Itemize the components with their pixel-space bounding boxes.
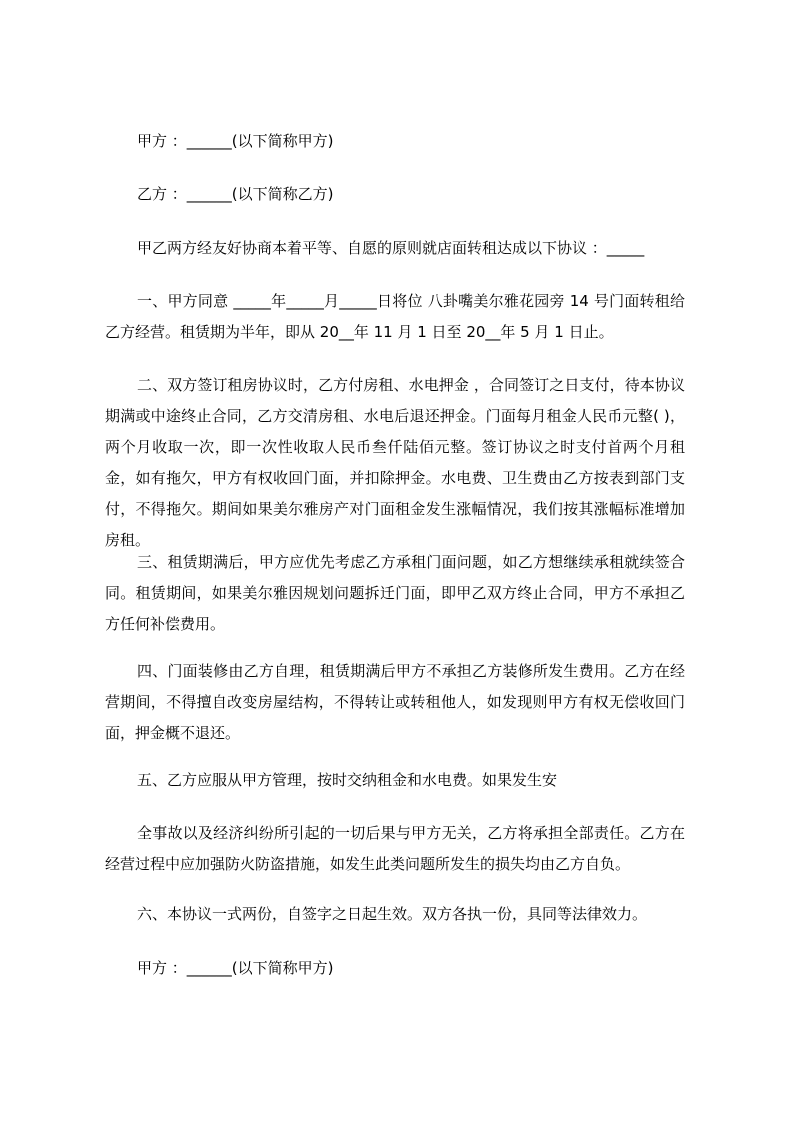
clause-1: 一、甲方同意 _____年_____月_____日将位 八卦嘴美尔雅花园旁 14 号门面转租给乙方经营。租赁期为半年，即从 20__年 11 月 1 日至 20__年 5 月 1 日止。 xyxy=(105,292,685,341)
clause-4: 四、门面装修由乙方自理，租赁期满后甲方不承担乙方装修所发生费用。乙方在经营期间，不得擅自改变房屋结构，不得转让或转租他人，如发现则甲方有权无偿收回门面，押金概不退还。 xyxy=(105,662,685,742)
party-a-signature-line: 甲方 ：______(以下简称甲方) xyxy=(137,959,334,977)
clause-2: 二、双方签订租房协议时，乙方付房租、水电押金 ，合同签订之日支付，待本协议期满或中途终止合同，乙方交清房租、水电后退还押金。门面每月租金人民币元整( )，两个月收取一次，即一次性收取人民币叁仟陆佰元整。签订协议之时支付首两个月租金，如有拖欠，甲方有权收回门面，并扣除押金。水电费、卫生费由乙方按表到部门支付，不得拖欠。期间如果美尔雅房产对门面租金发生涨幅情况，我们按其涨幅标准增加房租。 xyxy=(105,376,685,549)
party-b-line: 乙方 ：______(以下简称乙方) xyxy=(137,185,334,203)
clause-3: 三、租赁期满后，甲方应优先考虑乙方承租门面问题，如乙方想继续承租就续签合同。租赁期间，如果美尔雅因规划问题拆迁门面，即甲乙双方终止合同，甲方不承担乙方任何补偿费用。 xyxy=(105,553,685,633)
clause-6: 六、本协议一式两份，自签字之日起生效。双方各执一份，具同等法律效力。 xyxy=(137,905,648,923)
clause-5-continuation: 全事故以及经济纠纷所引起的一切后果与甲方无关，乙方将承担全部责任。乙方在经营过程中应加强防火防盗措施，如发生此类问题所发生的损失均由乙方自负。 xyxy=(105,824,685,873)
clause-5-first-line: 五、乙方应服从甲方管理，按时交纳租金和水电费。如果发生安 xyxy=(137,771,558,789)
intro-paragraph: 甲乙两方经友好协商本着平等、自愿的原则就店面转租达成以下协议 ：_____ xyxy=(137,239,645,257)
party-a-line: 甲方 ：______(以下简称甲方) xyxy=(137,132,334,150)
